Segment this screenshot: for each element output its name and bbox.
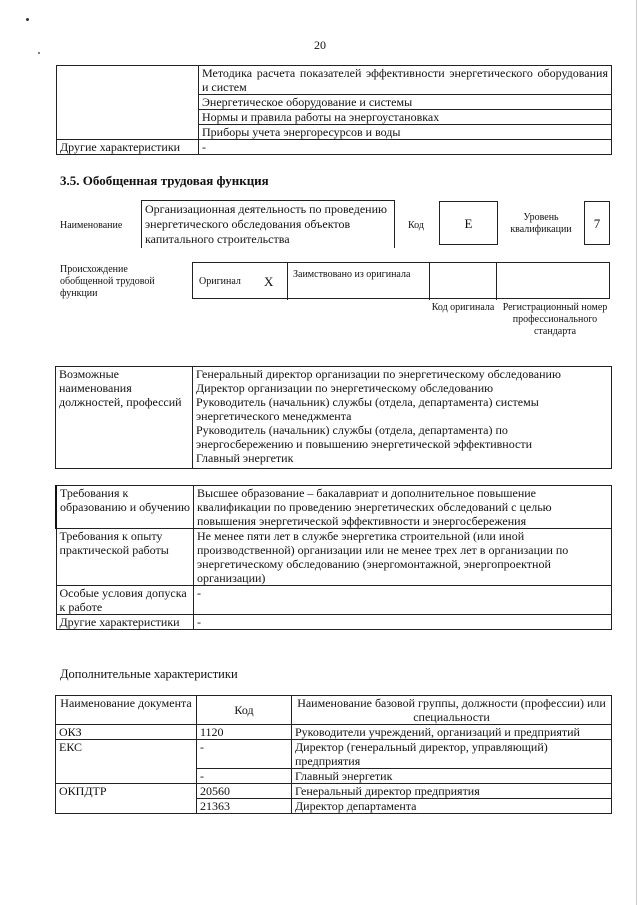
header-doc: Наименование документа <box>56 696 197 725</box>
page-number: 20 <box>314 38 326 52</box>
borrowed-label: Заимствовано из оригинала <box>293 269 411 280</box>
additional-table <box>55 695 612 814</box>
code-cell: - <box>197 769 292 784</box>
section-title: 3.5. Обобщенная трудовая функция <box>60 173 269 188</box>
doc-cell: ОКЗ <box>56 725 197 740</box>
qualification-level-label: Уровень квалификации <box>510 212 572 235</box>
position-item: Директор организации по энергетическому обследованию <box>196 381 494 395</box>
name-cell: Директор (генеральный директор, управляющий) предприятия <box>292 740 612 769</box>
other-characteristics-value: - <box>199 140 612 155</box>
position-item: Руководитель (начальник) службы (отдела, департамента) системы энергетического менеджмента <box>196 395 539 423</box>
scan-speck <box>26 18 29 21</box>
requirement-value: - <box>194 615 612 630</box>
name-cell: Руководители учреждений, организаций и предприятий <box>292 725 612 740</box>
knowledge-table <box>56 65 612 155</box>
additional-title: Дополнительные характеристики <box>60 667 238 681</box>
knowledge-item: Приборы учета энергоресурсов и воды <box>199 125 612 140</box>
header-code: Код <box>197 696 292 725</box>
knowledge-item: Нормы и правила работы на энергоустановках <box>199 110 612 125</box>
position-item: Генеральный директор организации по энергетическому обследованию <box>196 367 561 381</box>
positions-label: Возможные наименования должностей, профессий <box>56 367 193 469</box>
code-label: Код <box>408 220 424 231</box>
code-cell: 1120 <box>197 725 292 740</box>
name-cell: Директор департамента <box>292 799 612 814</box>
function-name-label: Наименование <box>60 220 123 231</box>
requirement-value: - <box>194 586 612 615</box>
position-item: Главный энергетик <box>196 451 294 465</box>
requirement-value: Высшее образование – бакалавриат и дополнительное повышение квалификации по проведению энергетических обследований с целью повышения энергетической эффективности и энергосбережения <box>194 486 612 529</box>
code-value: E <box>439 201 498 245</box>
scan-edge <box>636 0 637 905</box>
qualification-level-value: 7 <box>584 201 610 245</box>
positions-table <box>55 366 612 469</box>
origin-label: Происхождение обобщенной трудовой функции <box>60 264 155 299</box>
knowledge-item: Энергетическое оборудование и системы <box>199 95 612 110</box>
code-caption: Код оригинала <box>431 302 495 313</box>
requirement-label: Особые условия допуска к работе <box>56 586 194 615</box>
code-cell: 21363 <box>197 799 292 814</box>
position-item: Руководитель (начальник) службы (отдела, департамента) по энергосбережению и повышению энергетической эффективности <box>196 423 532 451</box>
empty-cell <box>57 66 199 140</box>
doc-cell: ЕКС <box>56 740 197 784</box>
code-cell: 20560 <box>197 784 292 799</box>
original-label: Оригинал <box>199 276 241 287</box>
original-mark: X <box>264 274 274 289</box>
divider <box>287 263 288 300</box>
requirement-value: Не менее пяти лет в службе энергетика строительной (или иной производственной) организации или не менее трех лет в организации по энергетическому обследованию (энергомонтажной, энергопроектной организации) <box>194 529 612 586</box>
function-name-value: Организационная деятельность по проведению энергетического обследования объектов капитального строительства <box>141 200 395 248</box>
name-cell: Генеральный директор предприятия <box>292 784 612 799</box>
origin-box <box>192 262 610 299</box>
requirement-label: Требования к образованию и обучению <box>56 486 194 529</box>
name-cell: Главный энергетик <box>292 769 612 784</box>
header-name: Наименование базовой группы, должности (профессии) или специальности <box>292 696 612 725</box>
positions-list <box>193 367 612 469</box>
requirements-table <box>55 485 612 630</box>
knowledge-item: Методика расчета показателей эффективности энергетического оборудования и систем <box>199 66 612 95</box>
other-characteristics-label: Другие характеристики <box>57 140 199 155</box>
requirement-label: Другие характеристики <box>56 615 194 630</box>
code-cell: - <box>197 740 292 769</box>
requirement-label: Требования к опыту практической работы <box>56 529 194 586</box>
divider <box>429 263 430 300</box>
reg-number-caption: Регистрационный номер профессионального стандарта <box>502 302 608 337</box>
divider <box>496 263 497 300</box>
doc-cell: ОКПДТР <box>56 784 197 814</box>
